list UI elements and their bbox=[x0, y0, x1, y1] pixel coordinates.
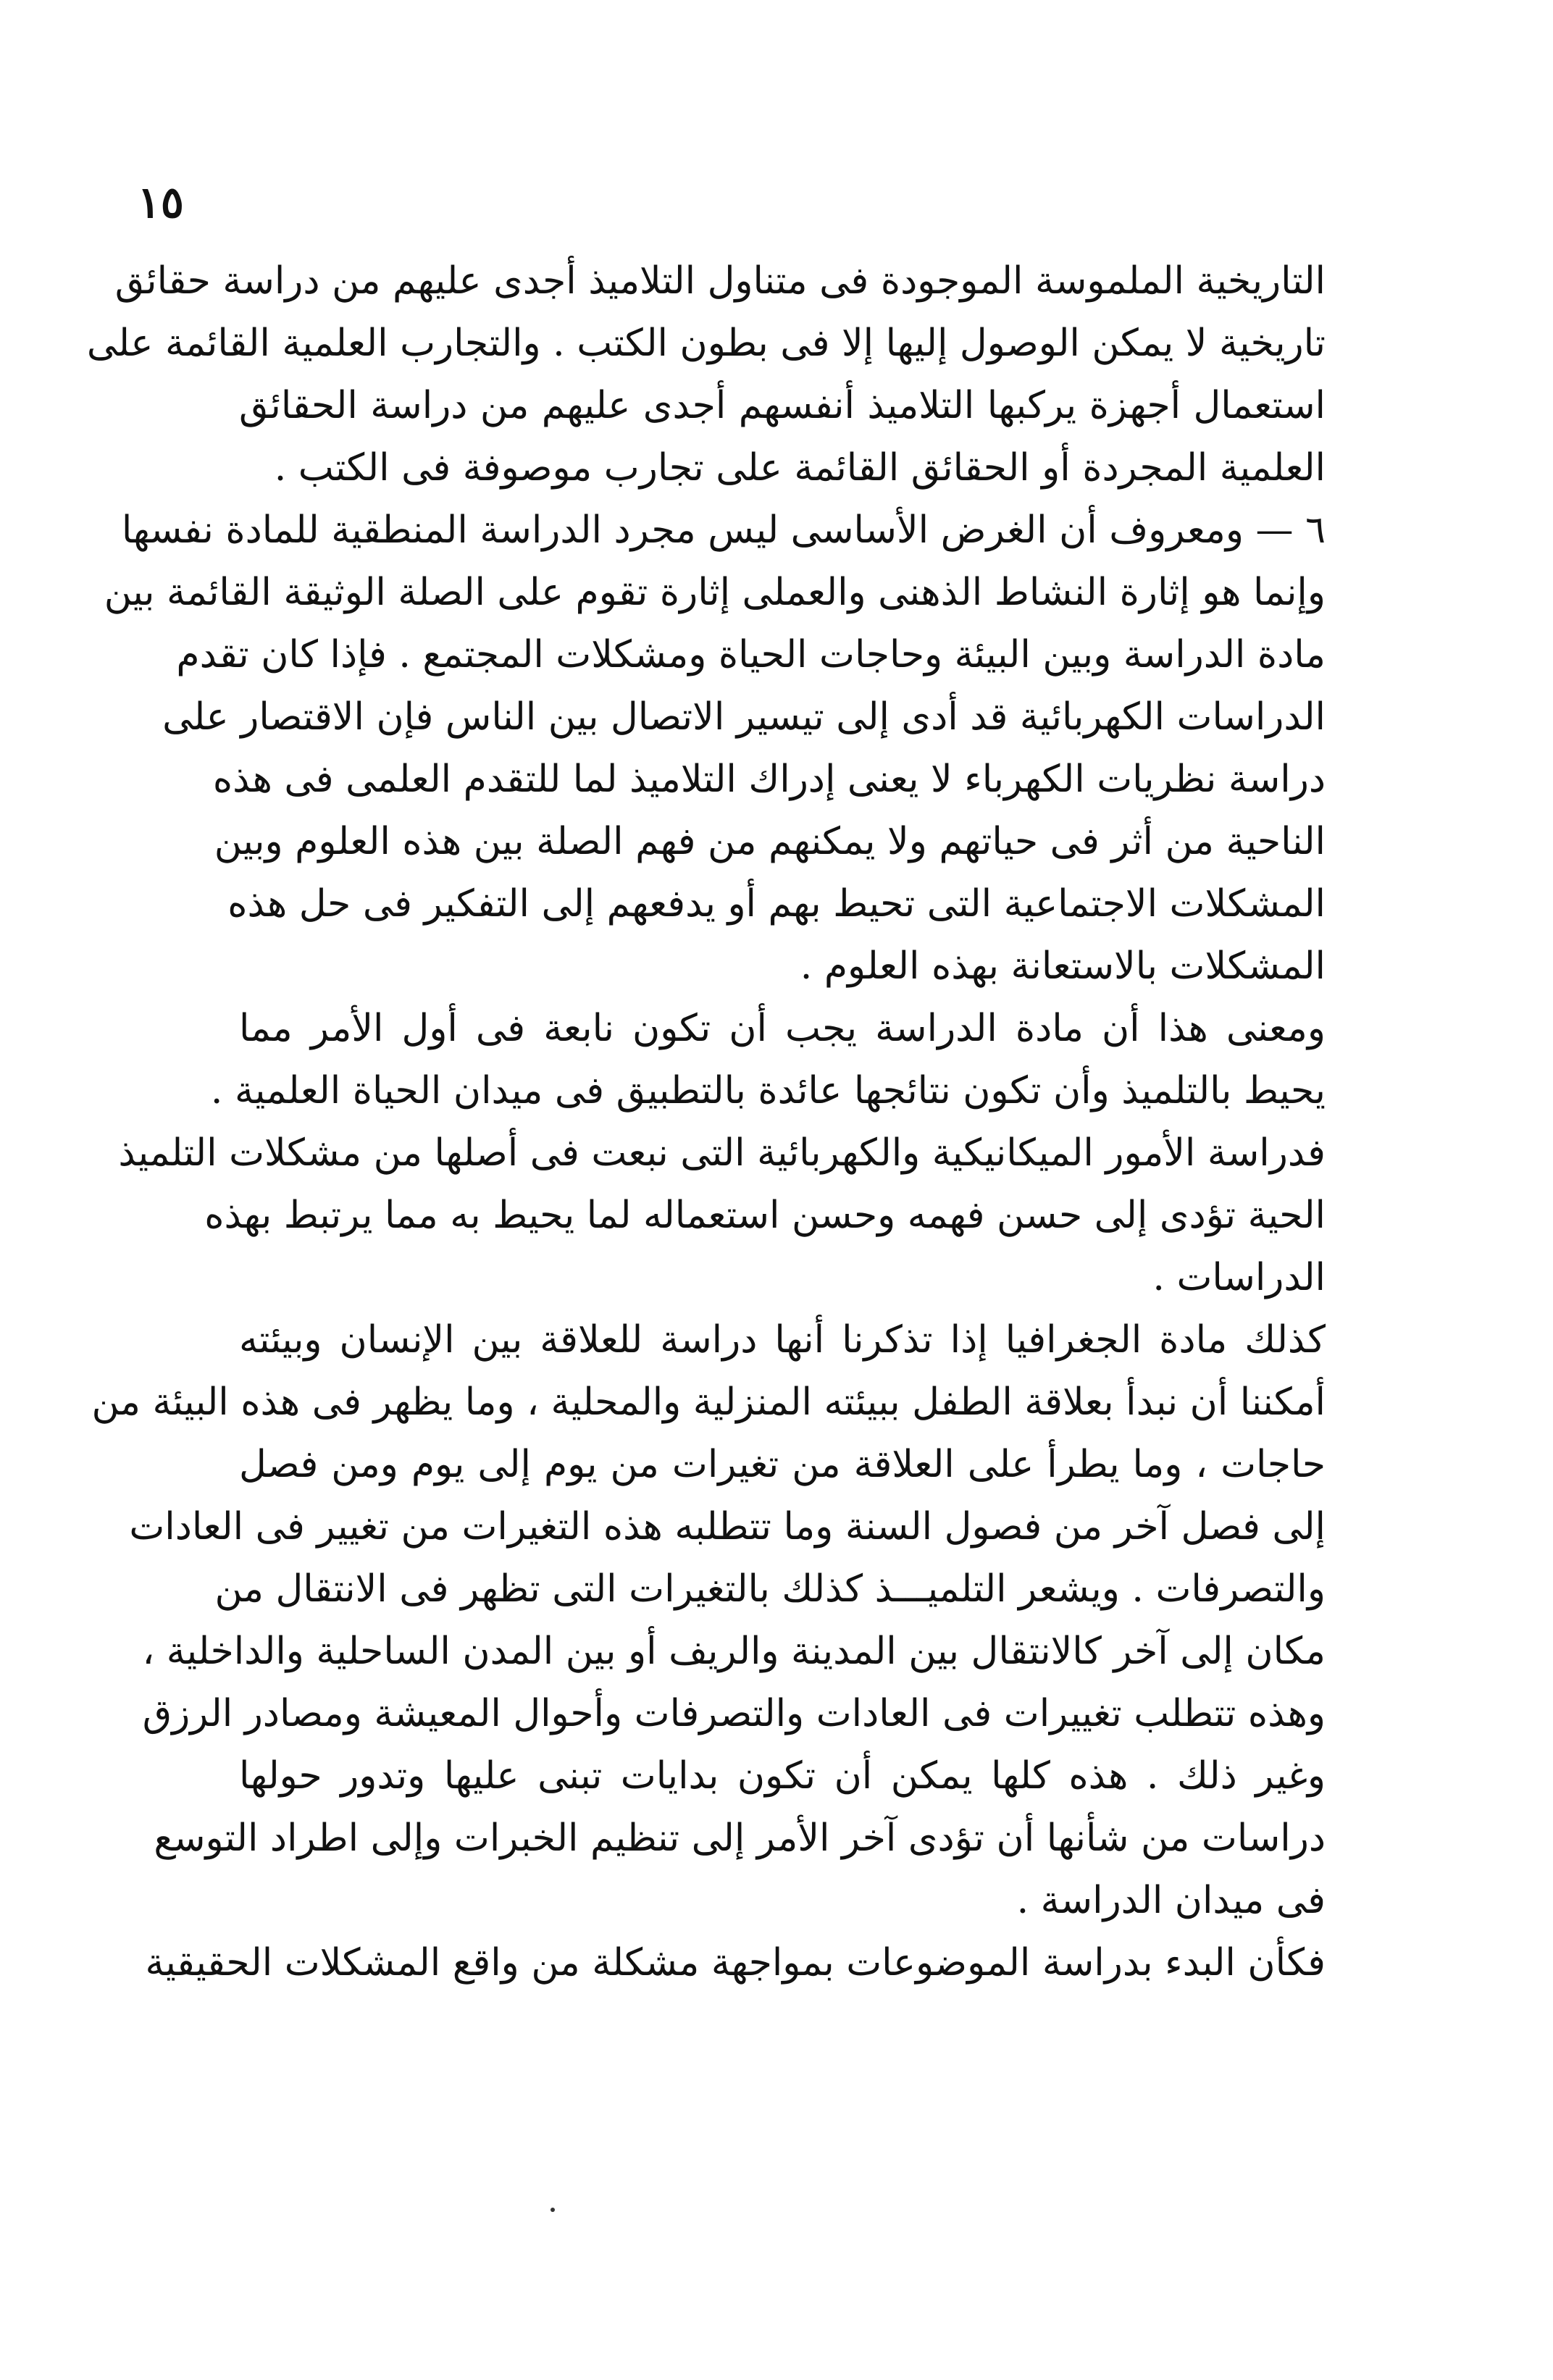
text-line: كذلك مادة الجغرافيا إذا تذكرنا أنها دراسة للعلاقة بين الإنسان وبيئته bbox=[239, 1318, 1326, 1362]
text-line: الحية تؤدى إلى حسن فهمه وحسن استعماله لما يحيط به مما يرتبط بهذه bbox=[204, 1194, 1326, 1237]
text-line: حاجات ، وما يطرأ على العلاقة من تغيرات من يوم إلى يوم ومن فصل bbox=[239, 1443, 1326, 1486]
ink-speck bbox=[551, 2208, 555, 2212]
text-line: وإنما هو إثارة النشاط الذهنى والعملى إثارة تقوم على الصلة الوثيقة القائمة بين bbox=[104, 571, 1326, 614]
page-number: ١٥ bbox=[137, 177, 184, 228]
text-line: يحيط بالتلميذ وأن تكون نتائجها عائدة بالتطبيق فى ميدان الحياة العلمية . bbox=[210, 1069, 1326, 1113]
text-line: الدراسات . bbox=[1152, 1256, 1326, 1299]
text-line: المشكلات الاجتماعية التى تحيط بهم أو يدفعهم إلى التفكير فى حل هذه bbox=[227, 882, 1326, 926]
text-line: الدراسات الكهربائية قد أدى إلى تيسير الاتصال بين الناس فإن الاقتصار على bbox=[162, 695, 1326, 739]
text-line: مادة الدراسة وبين البيئة وحاجات الحياة ومشكلات المجتمع . فإذا كان تقدم bbox=[176, 633, 1326, 676]
text-line: دراسات من شأنها أن تؤدى آخر الأمر إلى تنظيم الخبرات وإلى اطراد التوسع bbox=[154, 1817, 1326, 1860]
text-line: والتصرفات . ويشعر التلميـــذ كذلك بالتغيرات التى تظهر فى الانتقال من bbox=[214, 1567, 1326, 1611]
text-line: فكأن البدء بدراسة الموضوعات بمواجهة مشكلة من واقع المشكلات الحقيقية bbox=[145, 1941, 1326, 1985]
text-line: استعمال أجهزة يركبها التلاميذ أنفسهم أجدى عليهم من دراسة الحقائق bbox=[239, 384, 1326, 427]
text-line: المشكلات بالاستعانة بهذه العلوم . bbox=[800, 944, 1326, 988]
text-line: فى ميدان الدراسة . bbox=[1016, 1879, 1326, 1922]
text-line: فدراسة الأمور الميكانيكية والكهربائية التى نبعت فى أصلها من مشكلات التلميذ bbox=[118, 1131, 1326, 1175]
text-line: تاريخية لا يمكن الوصول إليها إلا فى بطون الكتب . والتجارب العلمية القائمة على bbox=[86, 322, 1326, 365]
text-line: وهذه تتطلب تغييرات فى العادات والتصرفات وأحوال المعيشة ومصادر الرزق bbox=[142, 1692, 1326, 1735]
text-line: إلى فصل آخر من فصول السنة وما تتطلبه هذه التغيرات من تغيير فى العادات bbox=[129, 1505, 1326, 1549]
body-text bbox=[86, 250, 1326, 1994]
text-line: العلمية المجردة أو الحقائق القائمة على تجارب موصوفة فى الكتب . bbox=[274, 446, 1326, 490]
text-line: ومعنى هذا أن مادة الدراسة يجب أن تكون نابعة فى أول الأمر مما bbox=[239, 1007, 1326, 1050]
text-line: أمكننا أن نبدأ بعلاقة الطفل ببيئته المنزلية والمحلية ، وما يظهر فى هذه البيئة من bbox=[91, 1380, 1326, 1424]
text-line: التاريخية الملموسة الموجودة فى متناول التلاميذ أجدى عليهم من دراسة حقائق bbox=[114, 259, 1326, 303]
text-line: دراسة نظريات الكهرباء لا يعنى إدراك التلاميذ لما للتقدم العلمى فى هذه bbox=[212, 758, 1326, 801]
text-line: الناحية من أثر فى حياتهم ولا يمكنهم من فهم الصلة بين هذه العلوم وبين bbox=[214, 820, 1326, 863]
text-line: وغير ذلك . هذه كلها يمكن أن تكون بدايات تبنى عليها وتدور حولها bbox=[239, 1754, 1326, 1798]
text-line: مكان إلى آخر كالانتقال بين المدينة والريف أو بين المدن الساحلية والداخلية ، bbox=[142, 1630, 1326, 1673]
text-line: ٦ — ومعروف أن الغرض الأساسى ليس مجرد الدراسة المنطقية للمادة نفسها bbox=[121, 508, 1326, 552]
